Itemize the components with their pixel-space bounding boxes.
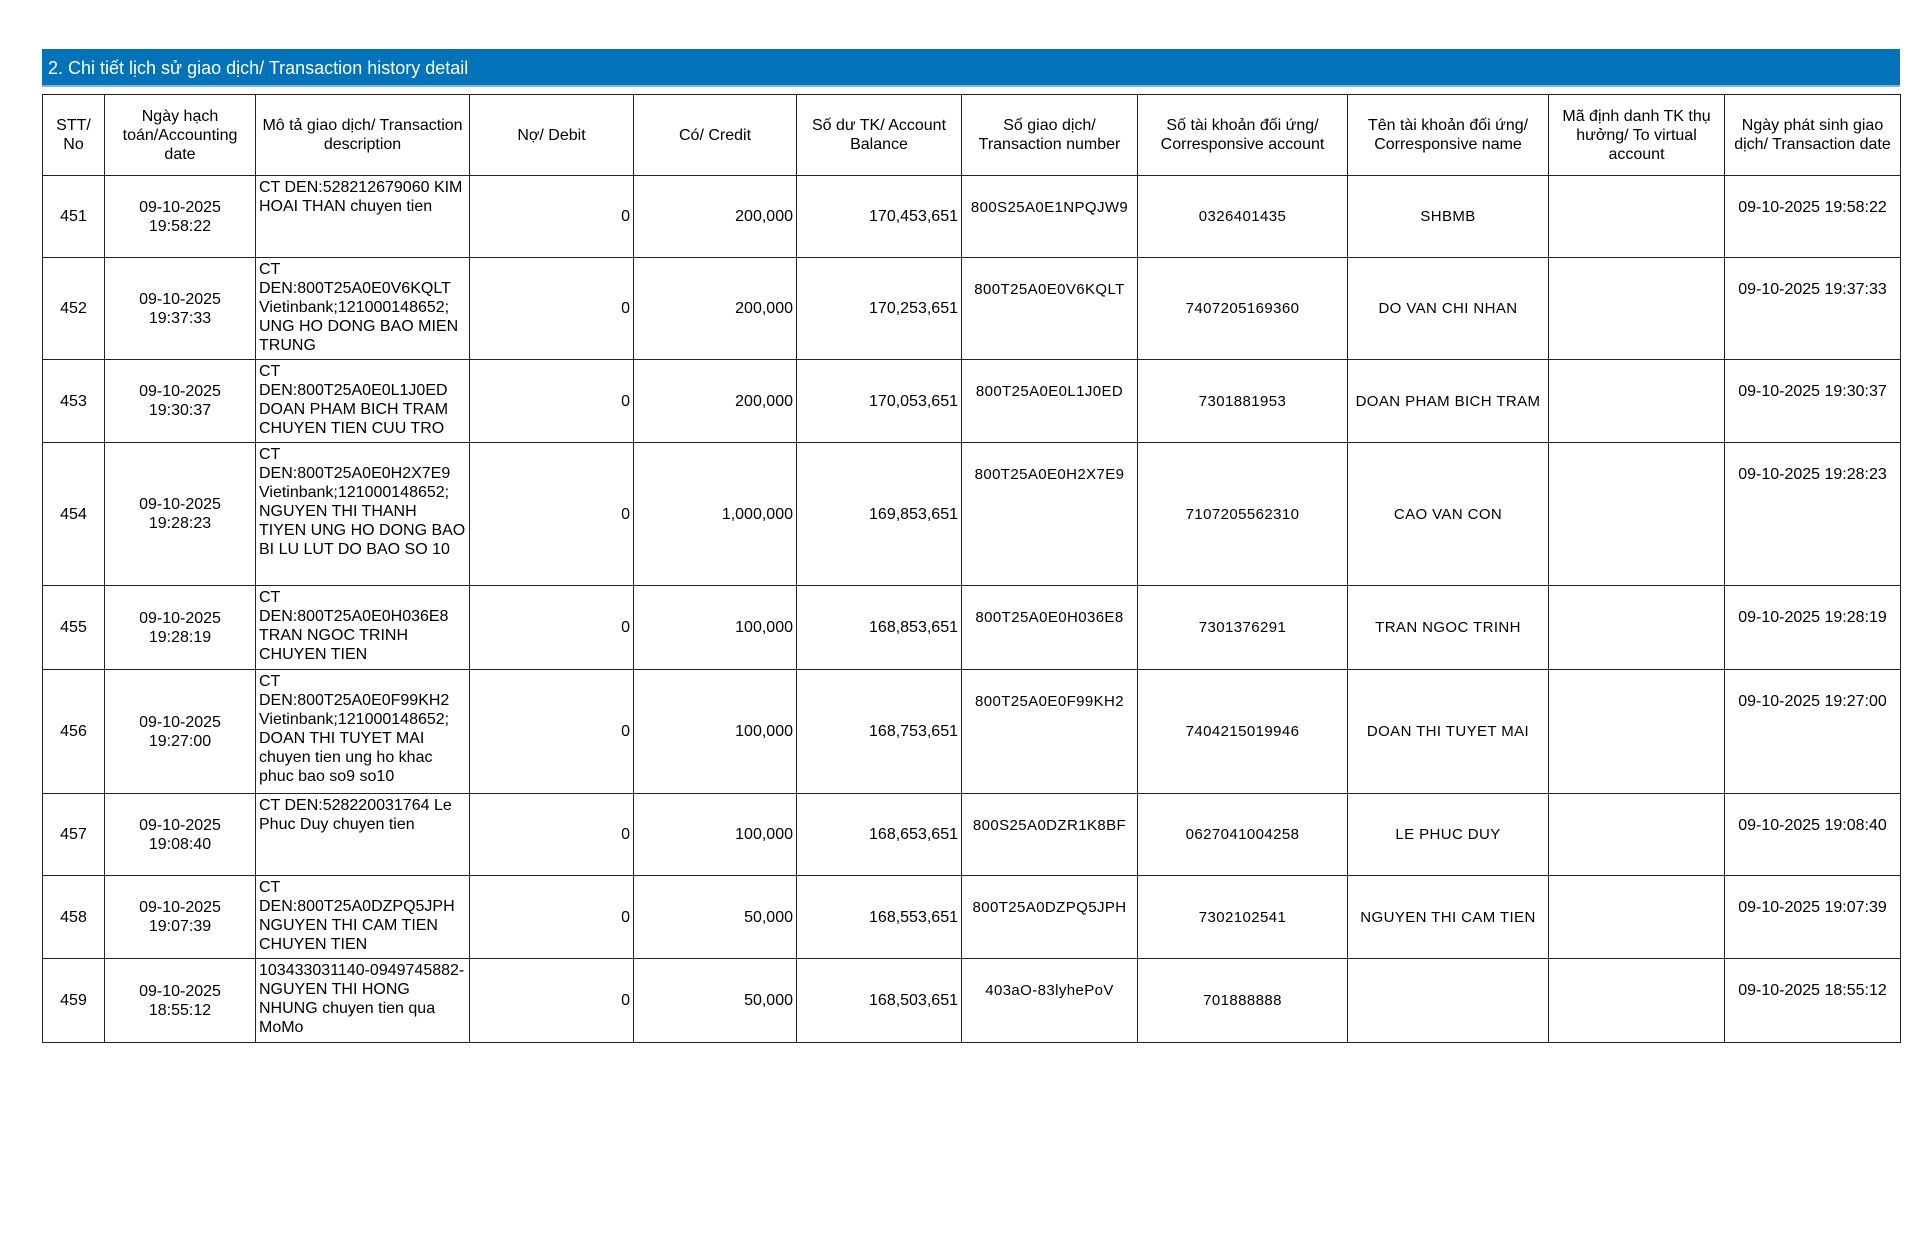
debit-cell: 0 [470, 876, 634, 959]
corresponsive-account-cell: 701888888 [1138, 959, 1348, 1043]
debit-cell: 0 [470, 794, 634, 876]
row-no-cell: 455 [43, 586, 105, 670]
corresponsive-account-cell: 7407205169360 [1138, 258, 1348, 360]
corresponsive-name-cell: DOAN PHAM BICH TRAM [1348, 360, 1549, 443]
transaction-date-cell: 09-10-2025 19:37:33 [1725, 258, 1901, 360]
header-no: STT/ No [43, 95, 105, 176]
transaction-number-cell: 403aO-83lyhePoV [962, 959, 1138, 1043]
description-cell: CT DEN:800T25A0E0V6KQLT Vietinbank;121000148652; UNG HO DONG BAO MIEN TRUNG [256, 258, 470, 360]
row-no-cell: 457 [43, 794, 105, 876]
corresponsive-name-cell: SHBMB [1348, 176, 1549, 258]
row-no-cell: 458 [43, 876, 105, 959]
corresponsive-name-cell: DO VAN CHI NHAN [1348, 258, 1549, 360]
virtual-account-cell [1549, 586, 1725, 670]
transaction-date-cell: 09-10-2025 19:58:22 [1725, 176, 1901, 258]
header-accounting-date: Ngày hạch toán/Accounting date [105, 95, 256, 176]
balance-cell: 170,453,651 [797, 176, 962, 258]
transaction-date-cell: 09-10-2025 18:55:12 [1725, 959, 1901, 1043]
credit-cell: 200,000 [634, 258, 797, 360]
corresponsive-account-cell: 7301881953 [1138, 360, 1348, 443]
credit-cell: 50,000 [634, 959, 797, 1043]
description-cell: CT DEN:528212679060 KIM HOAI THAN chuyen tien [256, 176, 470, 258]
balance-cell: 170,253,651 [797, 258, 962, 360]
accounting-date-cell: 09-10-2025 19:27:00 [105, 670, 256, 794]
accounting-date-cell: 09-10-2025 19:07:39 [105, 876, 256, 959]
row-no-cell: 454 [43, 443, 105, 586]
header-balance: Số dư TK/ Account Balance [797, 95, 962, 176]
debit-cell: 0 [470, 360, 634, 443]
row-no-cell: 452 [43, 258, 105, 360]
transaction-date-cell: 09-10-2025 19:28:23 [1725, 443, 1901, 586]
virtual-account-cell [1549, 176, 1725, 258]
header-corresponsive-name: Tên tài khoản đối ứng/ Corresponsive name [1348, 95, 1549, 176]
accounting-date-cell: 09-10-2025 19:28:19 [105, 586, 256, 670]
table-row [43, 443, 1901, 586]
table-row [43, 959, 1901, 1043]
credit-cell: 50,000 [634, 876, 797, 959]
debit-cell: 0 [470, 959, 634, 1043]
corresponsive-name-cell: DOAN THI TUYET MAI [1348, 670, 1549, 794]
balance-cell: 169,853,651 [797, 443, 962, 586]
accounting-date-cell: 09-10-2025 19:30:37 [105, 360, 256, 443]
row-no-cell: 453 [43, 360, 105, 443]
corresponsive-account-cell: 0326401435 [1138, 176, 1348, 258]
debit-cell: 0 [470, 258, 634, 360]
accounting-date-cell: 09-10-2025 18:55:12 [105, 959, 256, 1043]
transaction-number-cell: 800T25A0E0V6KQLT [962, 258, 1138, 360]
table-row [43, 586, 1901, 670]
debit-cell: 0 [470, 586, 634, 670]
description-cell: CT DEN:800T25A0E0H036E8 TRAN NGOC TRINH CHUYEN TIEN [256, 586, 470, 670]
credit-cell: 100,000 [634, 670, 797, 794]
debit-cell: 0 [470, 176, 634, 258]
table-row [43, 670, 1901, 794]
header-transaction-date: Ngày phát sinh giao dịch/ Transaction date [1725, 95, 1901, 176]
header-debit: Nợ/ Debit [470, 95, 634, 176]
table-row [43, 876, 1901, 959]
credit-cell: 1,000,000 [634, 443, 797, 586]
virtual-account-cell [1549, 876, 1725, 959]
description-cell: 103433031140-0949745882-NGUYEN THI HONG NHUNG chuyen tien qua MoMo [256, 959, 470, 1043]
transaction-number-cell: 800T25A0E0H036E8 [962, 586, 1138, 670]
transaction-date-cell: 09-10-2025 19:08:40 [1725, 794, 1901, 876]
credit-cell: 200,000 [634, 176, 797, 258]
virtual-account-cell [1549, 443, 1725, 586]
corresponsive-name-cell: NGUYEN THI CAM TIEN [1348, 876, 1549, 959]
transaction-number-cell: 800T25A0E0H2X7E9 [962, 443, 1138, 586]
corresponsive-account-cell: 7404215019946 [1138, 670, 1348, 794]
transaction-number-cell: 800S25A0E1NPQJW9 [962, 176, 1138, 258]
transaction-number-cell: 800T25A0E0F99KH2 [962, 670, 1138, 794]
transaction-table [42, 94, 1901, 1043]
corresponsive-name-cell: CAO VAN CON [1348, 443, 1549, 586]
accounting-date-cell: 09-10-2025 19:08:40 [105, 794, 256, 876]
table-row [43, 794, 1901, 876]
corresponsive-name-cell [1348, 959, 1549, 1043]
table-row [43, 176, 1901, 258]
description-cell: CT DEN:800T25A0E0F99KH2 Vietinbank;121000148652; DOAN THI TUYET MAI chuyen tien ung ho khac phuc bao so9 so10 [256, 670, 470, 794]
corresponsive-name-cell: LE PHUC DUY [1348, 794, 1549, 876]
description-cell: CT DEN:528220031764 Le Phuc Duy chuyen tien [256, 794, 470, 876]
virtual-account-cell [1549, 258, 1725, 360]
credit-cell: 100,000 [634, 586, 797, 670]
virtual-account-cell [1549, 670, 1725, 794]
corresponsive-account-cell: 7302102541 [1138, 876, 1348, 959]
row-no-cell: 459 [43, 959, 105, 1043]
balance-cell: 170,053,651 [797, 360, 962, 443]
description-cell: CT DEN:800T25A0E0L1J0ED DOAN PHAM BICH TRAM CHUYEN TIEN CUU TRO [256, 360, 470, 443]
transaction-date-cell: 09-10-2025 19:27:00 [1725, 670, 1901, 794]
row-no-cell: 451 [43, 176, 105, 258]
balance-cell: 168,553,651 [797, 876, 962, 959]
debit-cell: 0 [470, 670, 634, 794]
transaction-date-cell: 09-10-2025 19:30:37 [1725, 360, 1901, 443]
transaction-number-cell: 800S25A0DZR1K8BF [962, 794, 1138, 876]
header-corresponsive-account: Số tài khoản đối ứng/ Corresponsive account [1138, 95, 1348, 176]
accounting-date-cell: 09-10-2025 19:58:22 [105, 176, 256, 258]
balance-cell: 168,853,651 [797, 586, 962, 670]
virtual-account-cell [1549, 794, 1725, 876]
transaction-date-cell: 09-10-2025 19:07:39 [1725, 876, 1901, 959]
credit-cell: 200,000 [634, 360, 797, 443]
table-row [43, 360, 1901, 443]
transaction-date-cell: 09-10-2025 19:28:19 [1725, 586, 1901, 670]
header-virtual-account: Mã định danh TK thụ hưởng/ To virtual account [1549, 95, 1725, 176]
balance-cell: 168,653,651 [797, 794, 962, 876]
transaction-number-cell: 800T25A0E0L1J0ED [962, 360, 1138, 443]
description-cell: CT DEN:800T25A0DZPQ5JPH NGUYEN THI CAM TIEN CHUYEN TIEN [256, 876, 470, 959]
description-cell: CT DEN:800T25A0E0H2X7E9 Vietinbank;121000148652; NGUYEN THI THANH TIYEN UNG HO DONG BAO BI LU LUT DO BAO SO 10 [256, 443, 470, 586]
accounting-date-cell: 09-10-2025 19:28:23 [105, 443, 256, 586]
header-credit: Có/ Credit [634, 95, 797, 176]
credit-cell: 100,000 [634, 794, 797, 876]
row-no-cell: 456 [43, 670, 105, 794]
balance-cell: 168,503,651 [797, 959, 962, 1043]
corresponsive-account-cell: 7301376291 [1138, 586, 1348, 670]
corresponsive-account-cell: 7107205562310 [1138, 443, 1348, 586]
accounting-date-cell: 09-10-2025 19:37:33 [105, 258, 256, 360]
transaction-number-cell: 800T25A0DZPQ5JPH [962, 876, 1138, 959]
header-description: Mô tả giao dịch/ Transaction description [256, 95, 470, 176]
header-transaction-number: Số giao dịch/ Transaction number [962, 95, 1138, 176]
header-row [43, 95, 1901, 176]
table-row [43, 258, 1901, 360]
corresponsive-name-cell: TRAN NGOC TRINH [1348, 586, 1549, 670]
virtual-account-cell [1549, 360, 1725, 443]
virtual-account-cell [1549, 959, 1725, 1043]
section-title: 2. Chi tiết lịch sử giao dịch/ Transaction history detail [42, 49, 1900, 87]
debit-cell: 0 [470, 443, 634, 586]
balance-cell: 168,753,651 [797, 670, 962, 794]
corresponsive-account-cell: 0627041004258 [1138, 794, 1348, 876]
